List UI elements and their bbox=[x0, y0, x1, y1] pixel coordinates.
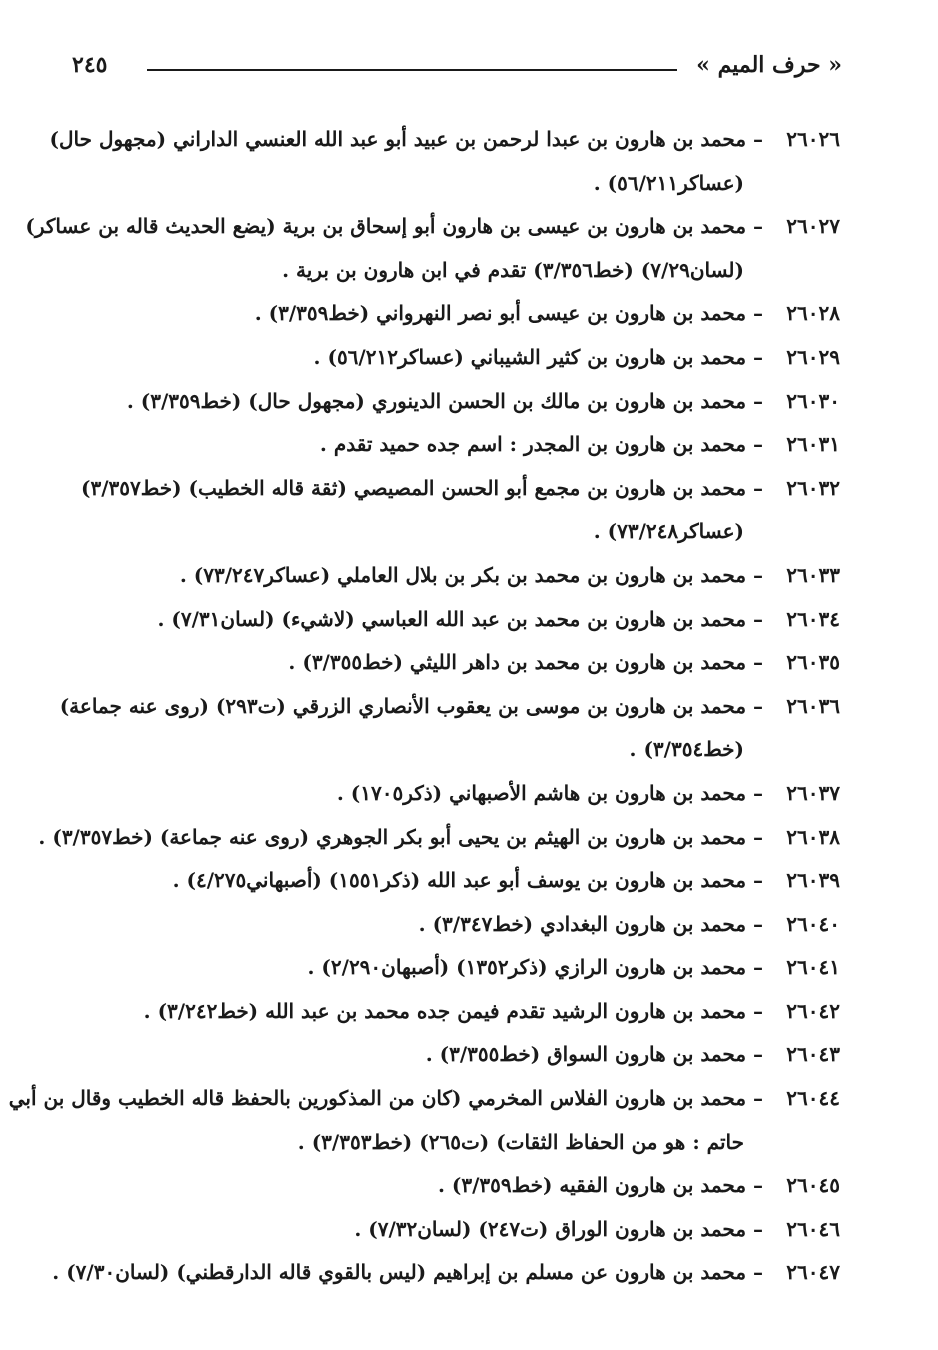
entry-line bbox=[8, 1077, 840, 1121]
entry-continuation: حاتم : هو من الحفاظ الثقات) (ت٢٦٥) (خط٣/٣٥٣) . bbox=[297, 1129, 744, 1154]
entry-number: ٢٦٠٤٥ bbox=[786, 1173, 840, 1198]
entry-item bbox=[25, 205, 840, 292]
entry-dash: – bbox=[746, 606, 770, 631]
entry-dash: – bbox=[746, 693, 770, 718]
entry-line bbox=[60, 467, 840, 511]
entry-dash: – bbox=[746, 1216, 770, 1241]
entry-text: محمد بن هارون بن عيسى بن هارون أبو إسحاق بن برية (يضع الحديث قاله بن عساكر) bbox=[25, 214, 747, 239]
entry-number: ٢٦٠٣٦ bbox=[786, 693, 840, 718]
entry-dash: – bbox=[746, 344, 770, 369]
entry-number: ٢٦٠٣٤ bbox=[786, 606, 840, 631]
entry-number: ٢٦٠٣٢ bbox=[786, 475, 840, 500]
entry-line bbox=[60, 598, 840, 642]
entry-number: ٢٦٠٣٣ bbox=[786, 562, 840, 587]
entry-number: ٢٦٠٢٩ bbox=[786, 344, 840, 369]
entry-dash: – bbox=[746, 1173, 770, 1198]
entry-number: ٢٦٠٣٥ bbox=[786, 650, 840, 675]
entry-line bbox=[49, 118, 840, 162]
entry-line bbox=[60, 1033, 840, 1077]
entry-text: محمد بن هارون بن عيسى أبو نصر النهرواني (خط٣/٣٥٩) . bbox=[254, 301, 747, 326]
entry-item bbox=[8, 1077, 840, 1164]
entry-number: ٢٦٠٤٦ bbox=[786, 1216, 840, 1241]
entry-text: محمد بن هارون بن كثير الشيباني (عساكر٥٦/٢١٢) . bbox=[313, 344, 747, 369]
entry-item bbox=[60, 946, 840, 990]
entry-text: محمد بن هارون الفلاس المخرمي (كان من المذكورين بالحفظ قاله الخطيب وقال بن أبي bbox=[8, 1086, 747, 1111]
entry-number: ٢٦٠٤٠ bbox=[786, 911, 840, 936]
header-rule bbox=[147, 69, 677, 71]
entry-continuation: (لسان٧/٢٩) (خط٣/٣٥٦) تقدم في ابن هارون بن برية . bbox=[282, 257, 744, 282]
entry-text: محمد بن هارون الفقيه (خط٣/٣٥٩) . bbox=[437, 1173, 747, 1198]
entry-text: محمد بن هارون بن موسى بن يعقوب الأنصاري الزرقي (ت٢٩٣) (روى عنه جماعة) bbox=[59, 693, 747, 718]
entry-number: ٢٦٠٢٨ bbox=[786, 301, 840, 326]
entry-line bbox=[38, 816, 840, 860]
entry-line bbox=[52, 1251, 840, 1295]
entry-line bbox=[60, 990, 840, 1034]
entry-dash: – bbox=[746, 955, 770, 980]
entry-number: ٢٦٠٣١ bbox=[786, 432, 840, 457]
entry-line bbox=[60, 946, 840, 990]
entry-continuation: (خط٣/٣٥٤) . bbox=[629, 737, 744, 762]
entry-line bbox=[60, 336, 840, 380]
entry-text: محمد بن هارون بن محمد بن عبد الله العباسي (لاشيء) (لسان٧/٣١) . bbox=[157, 606, 747, 631]
entry-item bbox=[60, 685, 840, 772]
entry-dash: – bbox=[746, 824, 770, 849]
entry-continuation: (عساكر٥٦/٢١١) . bbox=[593, 170, 744, 195]
entry-item bbox=[60, 1208, 840, 1252]
page-number: ٢٤٥ bbox=[72, 52, 108, 78]
entry-item bbox=[60, 990, 840, 1034]
entry-item bbox=[60, 423, 840, 467]
entry-dash: – bbox=[746, 911, 770, 936]
entry-item bbox=[60, 598, 840, 642]
entry-line bbox=[60, 554, 840, 598]
entry-text: محمد بن هارون بن محمد بن داهر الليثي (خط٣/٣٥٥) . bbox=[288, 650, 747, 675]
entry-text: محمد بن هارون بن المجدر : اسم جده حميد تقدم . bbox=[319, 432, 747, 457]
entry-line bbox=[60, 685, 840, 729]
entry-line bbox=[60, 1164, 840, 1208]
entry-item bbox=[60, 1164, 840, 1208]
entry-item bbox=[60, 772, 840, 816]
entry-text: محمد بن هارون عن مسلم بن إبراهيم (ليس بالقوي قاله الدارقطني) (لسان٧/٣٠) . bbox=[52, 1260, 747, 1285]
entry-number: ٢٦٠٣٨ bbox=[786, 824, 840, 849]
entry-item bbox=[60, 903, 840, 947]
entry-number: ٢٦٠٤٣ bbox=[786, 1042, 840, 1067]
entry-item bbox=[38, 816, 840, 860]
entry-text: محمد بن هارون الرشيد تقدم فيمن جده محمد بن عبد الله (خط٣/٢٤٢) . bbox=[143, 998, 747, 1023]
entry-number: ٢٦٠٤٧ bbox=[786, 1260, 840, 1285]
entry-item bbox=[60, 292, 840, 336]
entry-item bbox=[60, 380, 840, 424]
entry-line bbox=[60, 423, 840, 467]
entry-dash: – bbox=[746, 301, 770, 326]
entry-line bbox=[60, 772, 840, 816]
entry-line bbox=[60, 380, 840, 424]
entry-number: ٢٦٠٤٤ bbox=[786, 1086, 840, 1111]
entry-item bbox=[60, 467, 840, 554]
entry-number: ٢٦٠٢٧ bbox=[786, 214, 840, 239]
entry-dash: – bbox=[746, 868, 770, 893]
entry-text: محمد بن هارون الرازي (ذكر١٣٥٢) (أصبهان٢/٢٩٠) . bbox=[307, 955, 747, 980]
entry-list bbox=[8, 118, 840, 1295]
entry-dash: – bbox=[746, 562, 770, 587]
chapter-title: « حرف الميم » bbox=[696, 52, 842, 78]
entry-text: محمد بن هارون الوراق (ت٢٤٧) (لسان٧/٣٢) . bbox=[354, 1216, 747, 1241]
entry-text: محمد بن هارون البغدادي (خط٣/٣٤٧) . bbox=[418, 911, 747, 936]
entry-text: محمد بن هارون بن يوسف أبو عبد الله (ذكر١٥٥١) (أصبهاني٤/٢٧٥) . bbox=[172, 868, 747, 893]
entry-text: محمد بن هارون بن محمد بن بكر بن بلال العاملي (عساكر٧٣/٢٤٧) . bbox=[179, 562, 747, 587]
entry-dash: – bbox=[746, 650, 770, 675]
entry-item bbox=[49, 118, 840, 205]
entry-dash: – bbox=[746, 998, 770, 1023]
entry-line bbox=[60, 1208, 840, 1252]
entry-dash: – bbox=[746, 1260, 770, 1285]
entry-line bbox=[60, 903, 840, 947]
entry-text: محمد بن هارون بن مالك بن الحسن الدينوري (مجهول حال) (خط٣/٣٥٩) . bbox=[126, 388, 747, 413]
entry-item bbox=[60, 1033, 840, 1077]
entry-dash: – bbox=[746, 780, 770, 805]
entry-dash: – bbox=[746, 475, 770, 500]
entry-line bbox=[60, 859, 840, 903]
entry-dash: – bbox=[746, 1042, 770, 1067]
entry-line bbox=[60, 641, 840, 685]
entry-text: محمد بن هارون بن هاشم الأصبهاني (ذكر١٧٠٥) . bbox=[336, 780, 747, 805]
entry-number: ٢٦٠٤٢ bbox=[786, 998, 840, 1023]
entry-number: ٢٦٠٢٦ bbox=[786, 127, 840, 151]
entry-line bbox=[60, 292, 840, 336]
entry-text: محمد بن هارون بن مجمع أبو الحسن المصيصي (ثقة قاله الخطيب) (خط٣/٣٥٧) bbox=[81, 475, 747, 500]
entry-item bbox=[52, 1251, 840, 1295]
entry-item bbox=[60, 641, 840, 685]
entry-dash: – bbox=[746, 432, 770, 457]
entry-number: ٢٦٠٣٩ bbox=[786, 868, 840, 893]
entry-dash: – bbox=[746, 214, 770, 239]
entry-line bbox=[25, 205, 840, 249]
entry-number: ٢٦٠٣٠ bbox=[786, 388, 840, 413]
entry-dash: – bbox=[746, 388, 770, 413]
entry-continuation: (عساكر٧٣/٢٤٨) . bbox=[593, 519, 744, 544]
entry-item bbox=[60, 554, 840, 598]
entry-number: ٢٦٠٤١ bbox=[786, 955, 840, 980]
entry-item bbox=[60, 859, 840, 903]
entry-text: محمد بن هارون السواق (خط٣/٣٥٥) . bbox=[425, 1042, 747, 1067]
entry-text: محمد بن هارون بن عبدا لرحمن بن عبيد أبو عبد الله العنسي الداراني (مجهول حال) bbox=[49, 127, 747, 151]
entry-item bbox=[60, 336, 840, 380]
entry-dash: – bbox=[746, 127, 770, 151]
page-header bbox=[72, 48, 842, 88]
entry-text: محمد بن هارون بن الهيثم بن يحيى أبو بكر الجوهري (روى عنه جماعة) (خط٣/٣٥٧) . bbox=[38, 824, 747, 849]
entry-dash: – bbox=[746, 1086, 770, 1111]
entry-number: ٢٦٠٣٧ bbox=[786, 780, 840, 805]
